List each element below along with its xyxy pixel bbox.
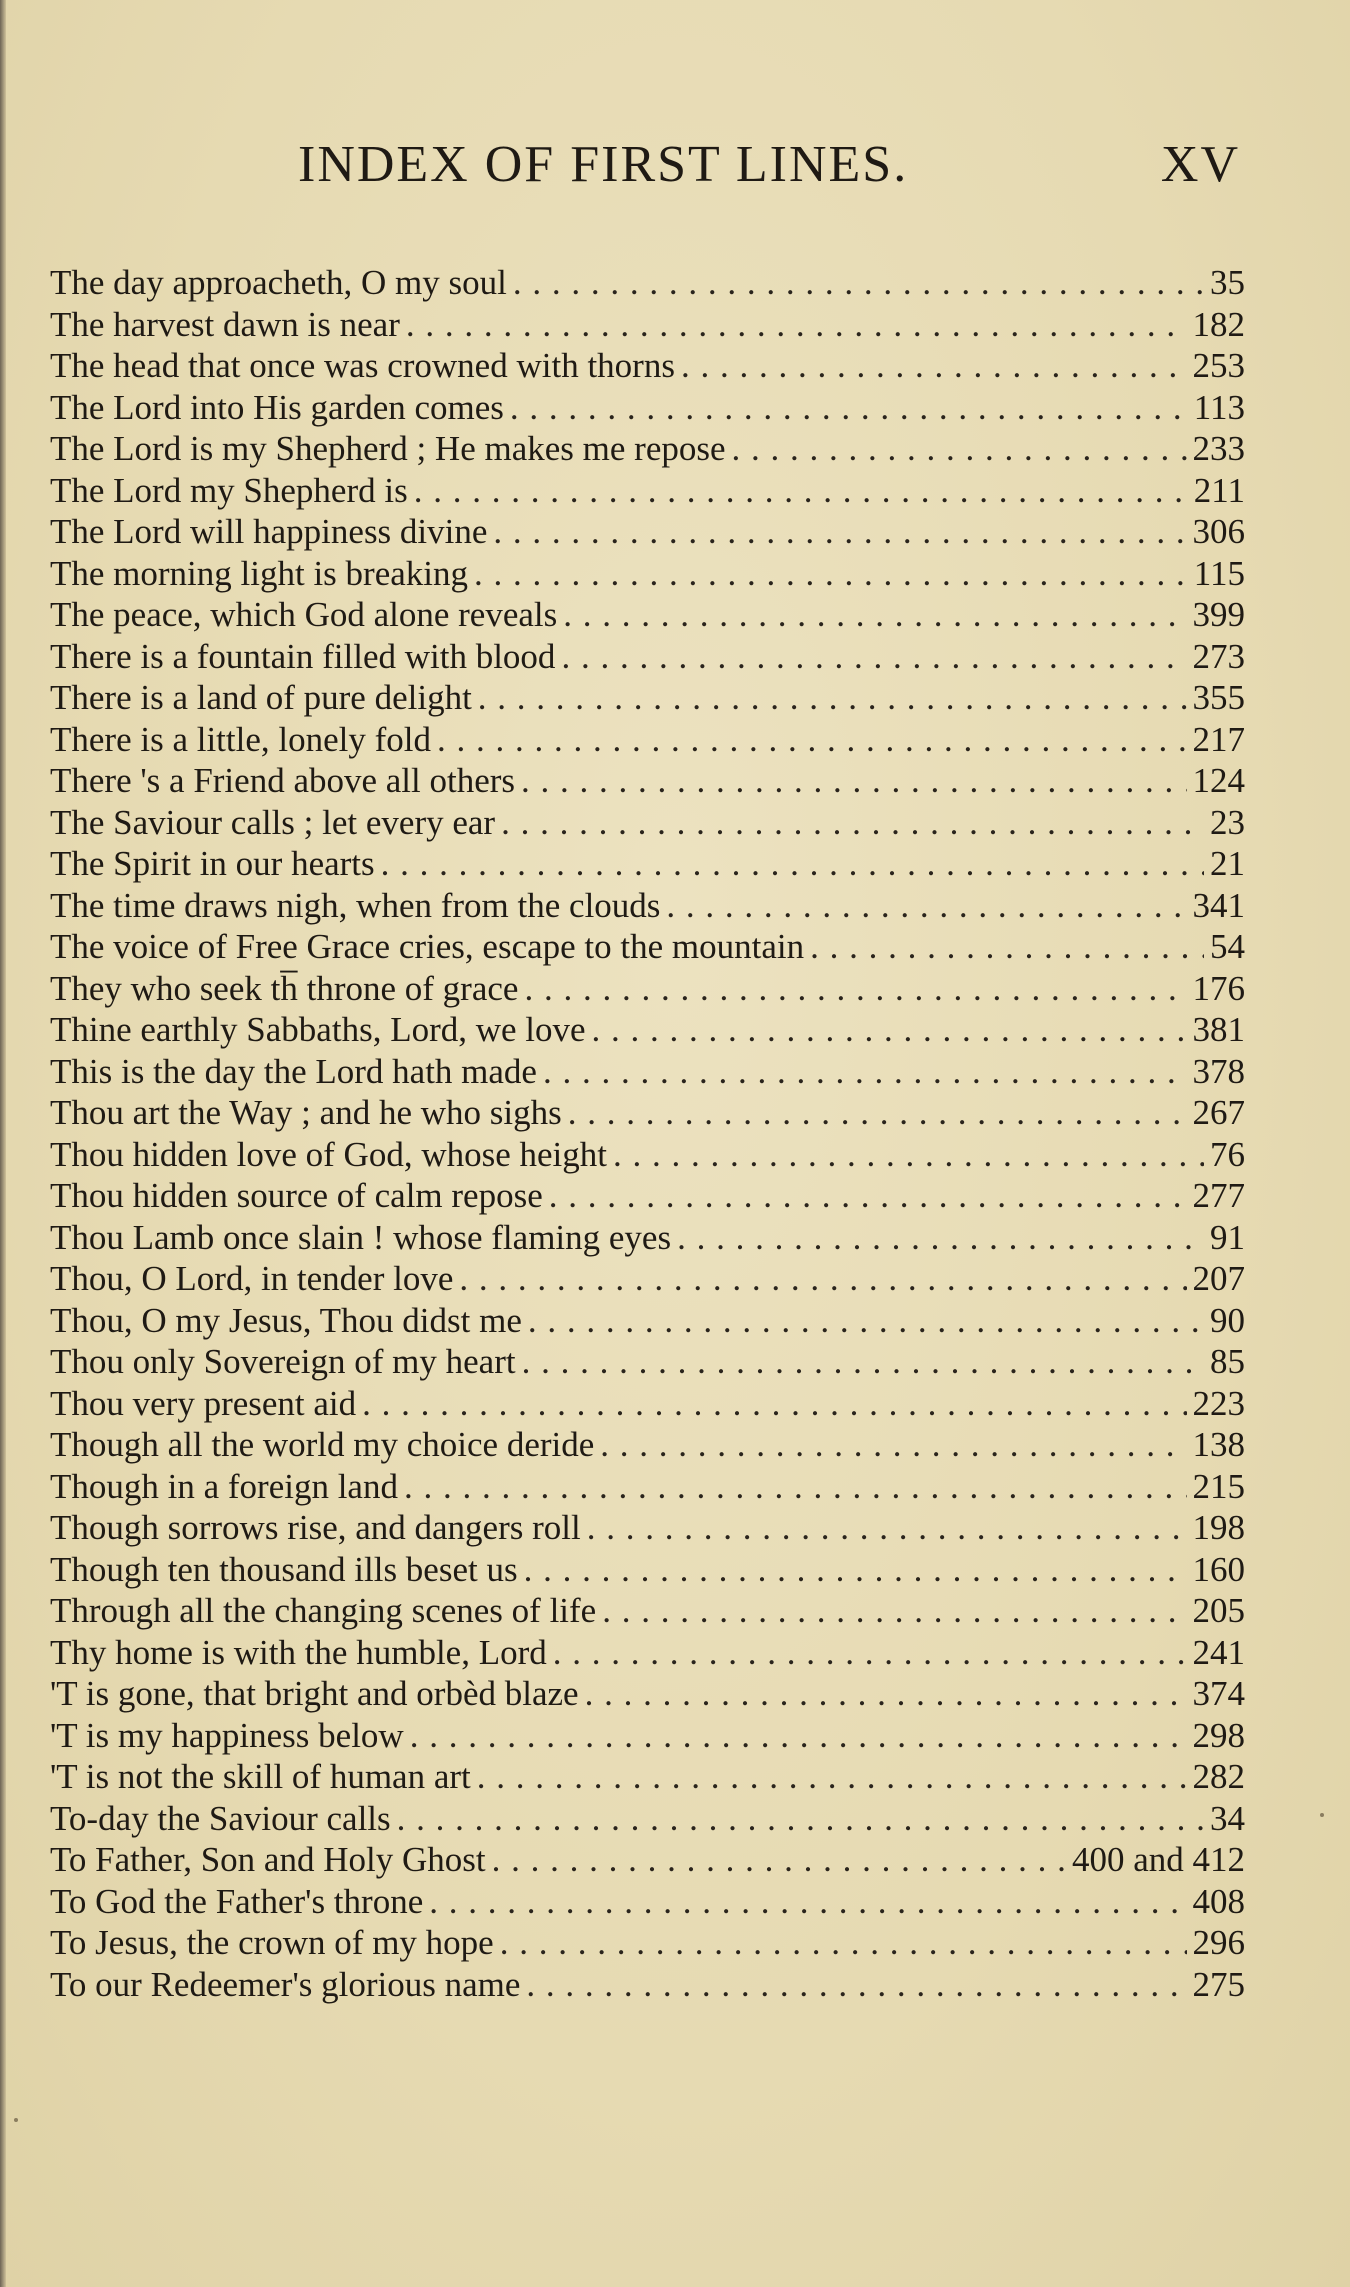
first-line-text: To Jesus, the crown of my hope — [50, 1923, 494, 1962]
dot-leader — [397, 1798, 1204, 1840]
index-entry — [50, 1424, 1245, 1466]
dot-leader — [732, 428, 1187, 470]
hymn-number: 217 — [1192, 719, 1245, 759]
hymn-number: 241 — [1192, 1632, 1245, 1672]
dot-leader — [437, 719, 1186, 761]
first-line-text: Thy home is with the humble, Lord — [50, 1632, 547, 1672]
index-entry — [50, 262, 1245, 304]
index-entry — [50, 1217, 1245, 1259]
hymn-number: 275 — [1192, 1964, 1245, 2004]
index-entry — [50, 1632, 1245, 1674]
dot-leader — [493, 511, 1186, 553]
dot-leader — [522, 1341, 1204, 1383]
dot-leader — [414, 470, 1188, 512]
index-entry — [50, 719, 1245, 761]
hymn-number: 223 — [1192, 1383, 1245, 1423]
hymn-number: 34 — [1210, 1798, 1245, 1838]
first-line-text: There is a fountain filled with blood — [50, 636, 556, 676]
hymn-number: 400 and 412 — [1071, 1840, 1245, 1879]
index-entry — [50, 1964, 1245, 2006]
index-entry — [50, 968, 1245, 1010]
first-line-text: Thine earthly Sabbaths, Lord, we love — [50, 1010, 586, 1049]
hymn-number: 21 — [1210, 844, 1245, 883]
first-line-text: This is the day the Lord hath made — [50, 1051, 537, 1091]
first-line-text: The head that once was crowned with thorns — [50, 346, 675, 385]
dot-leader — [600, 1424, 1186, 1466]
index-entry — [50, 1922, 1245, 1964]
hymn-number: 374 — [1192, 1674, 1245, 1713]
hymn-number: 138 — [1192, 1425, 1245, 1464]
hymn-number: 277 — [1192, 1176, 1245, 1215]
first-line-text: To God the Father's throne — [50, 1881, 424, 1921]
dot-leader — [381, 843, 1204, 885]
dot-leader — [492, 1839, 1066, 1881]
dot-leader — [524, 1549, 1187, 1591]
first-line-text: 'T is my happiness below — [50, 1715, 404, 1755]
first-line-text: Thou, O my Jesus, Thou didst me — [50, 1300, 522, 1340]
first-line-text: The Lord my Shepherd is — [50, 470, 408, 510]
hymn-number: 273 — [1192, 636, 1245, 676]
hymn-number: 355 — [1192, 678, 1245, 717]
page-title: INDEX OF FIRST LINES. — [298, 136, 909, 193]
dot-leader — [429, 1881, 1186, 1923]
index-list — [50, 262, 1245, 2005]
hymn-number: 91 — [1210, 1217, 1245, 1257]
dot-leader — [561, 636, 1186, 678]
index-entry — [50, 1092, 1245, 1134]
index-entry — [50, 636, 1245, 678]
dot-leader — [501, 802, 1204, 844]
page-binding-edge — [0, 0, 6, 2287]
first-line-text: There is a little, lonely fold — [50, 719, 432, 759]
dot-leader — [563, 594, 1186, 636]
hymn-number: 90 — [1210, 1300, 1245, 1340]
index-entry — [50, 1673, 1245, 1715]
first-line-text: The Saviour calls ; let every ear — [50, 802, 496, 842]
hymn-number: 306 — [1192, 512, 1245, 551]
index-entry — [50, 1466, 1245, 1508]
hymn-number: 298 — [1192, 1715, 1245, 1755]
dot-leader — [528, 1300, 1204, 1342]
first-line-text: The voice of Free Grace cries, escape to the mountain — [50, 927, 805, 966]
dot-leader — [568, 1092, 1187, 1134]
index-entry — [50, 594, 1245, 636]
index-entry — [50, 1798, 1245, 1840]
index-entry — [50, 1175, 1245, 1217]
first-line-text: There 's a Friend above all others — [50, 761, 516, 800]
index-entry — [50, 1341, 1245, 1383]
first-line-text: Thou Lamb once slain ! whose flaming eyes — [50, 1217, 672, 1257]
first-line-text: The time draws nigh, when from the clouds — [50, 885, 661, 925]
hymn-number: 408 — [1192, 1881, 1245, 1921]
first-line-text: To our Redeemer's glorious name — [50, 1964, 521, 2004]
index-entry — [50, 1051, 1245, 1093]
hymn-number: 160 — [1192, 1549, 1245, 1589]
first-line-text: Thou very present aid — [50, 1383, 357, 1423]
first-line-text: The day approacheth, O my soul — [50, 263, 507, 302]
dot-leader — [510, 387, 1188, 429]
first-line-text: The peace, which God alone reveals — [50, 595, 558, 634]
index-entry — [50, 1507, 1245, 1549]
dot-leader — [524, 968, 1186, 1010]
dot-leader — [592, 1009, 1187, 1051]
first-line-text: The Lord is my Shepherd ; He makes me repose — [50, 429, 726, 468]
dot-leader — [585, 1673, 1187, 1715]
first-line-text: They who seek th̅ throne of grace — [50, 968, 519, 1008]
index-entry — [50, 1549, 1245, 1591]
index-entry — [50, 885, 1245, 927]
hymn-number: 296 — [1192, 1923, 1245, 1962]
dot-leader — [362, 1383, 1186, 1425]
hymn-number: 23 — [1210, 802, 1245, 842]
index-entry — [50, 1300, 1245, 1342]
dot-leader — [513, 262, 1204, 304]
hymn-number: 54 — [1210, 927, 1245, 966]
hymn-number: 35 — [1210, 263, 1245, 302]
dot-leader — [587, 1507, 1187, 1549]
hymn-number: 115 — [1193, 553, 1245, 593]
dot-leader — [474, 553, 1188, 595]
dot-leader — [500, 1922, 1187, 1964]
hymn-number: 253 — [1192, 346, 1245, 385]
first-line-text: Though in a foreign land — [50, 1466, 398, 1506]
paper-speck — [14, 2118, 18, 2122]
dot-leader — [553, 1632, 1187, 1674]
index-entry — [50, 1258, 1245, 1300]
first-line-text: Though all the world my choice deride — [50, 1425, 595, 1464]
index-entry — [50, 1383, 1245, 1425]
dot-leader — [681, 345, 1187, 387]
dot-leader — [810, 926, 1204, 968]
first-line-text: Though sorrows rise, and dangers roll — [50, 1508, 581, 1547]
dot-leader — [602, 1590, 1186, 1632]
index-entry — [50, 387, 1245, 429]
hymn-number: 198 — [1192, 1508, 1245, 1547]
first-line-text: Thou only Sovereign of my heart — [50, 1342, 516, 1381]
index-entry — [50, 345, 1245, 387]
hymn-number: 176 — [1192, 968, 1245, 1008]
first-line-text: Through all the changing scenes of life — [50, 1591, 597, 1630]
hymn-number: 267 — [1192, 1093, 1245, 1132]
dot-leader — [410, 1715, 1187, 1757]
dot-leader — [613, 1134, 1204, 1176]
index-entry — [50, 1134, 1245, 1176]
index-entry — [50, 1715, 1245, 1757]
hymn-number: 378 — [1192, 1051, 1245, 1091]
dot-leader — [677, 1217, 1204, 1259]
hymn-number: 215 — [1192, 1466, 1245, 1506]
first-line-text: The morning light is breaking — [50, 553, 468, 593]
index-entry — [50, 760, 1245, 802]
index-entry — [50, 1009, 1245, 1051]
index-entry — [50, 926, 1245, 968]
hymn-number: 282 — [1192, 1757, 1245, 1796]
hymn-number: 207 — [1192, 1259, 1245, 1298]
dot-leader — [406, 304, 1187, 346]
dot-leader — [543, 1051, 1187, 1093]
index-entry — [50, 1881, 1245, 1923]
first-line-text: Thou hidden love of God, whose height — [50, 1134, 607, 1174]
hymn-number: 381 — [1192, 1010, 1245, 1049]
dot-leader — [666, 885, 1186, 927]
index-entry — [50, 428, 1245, 470]
hymn-number: 182 — [1192, 304, 1245, 344]
index-entry — [50, 1839, 1245, 1881]
first-line-text: To-day the Saviour calls — [50, 1798, 391, 1838]
first-line-text: The Lord into His garden comes — [50, 387, 504, 427]
hymn-number: 211 — [1193, 470, 1245, 510]
first-line-text: 'T is gone, that bright and orbèd blaze — [50, 1674, 579, 1713]
index-entry — [50, 1590, 1245, 1632]
dot-leader — [549, 1175, 1187, 1217]
first-line-text: There is a land of pure delight — [50, 678, 472, 717]
hymn-number: 113 — [1193, 387, 1245, 427]
index-entry — [50, 470, 1245, 512]
index-entry — [50, 843, 1245, 885]
index-entry — [50, 802, 1245, 844]
first-line-text: Thou, O Lord, in tender love — [50, 1259, 454, 1298]
index-entry — [50, 511, 1245, 553]
first-line-text: Thou art the Way ; and he who sighs — [50, 1093, 562, 1132]
dot-leader — [404, 1466, 1187, 1508]
first-line-text: 'T is not the skill of human art — [50, 1757, 471, 1796]
index-entry — [50, 1756, 1245, 1798]
page-number: XV — [1160, 136, 1240, 193]
first-line-text: The harvest dawn is near — [50, 304, 400, 344]
page-header — [0, 135, 1350, 195]
first-line-text: The Lord will happiness divine — [50, 512, 488, 551]
hymn-number: 341 — [1192, 885, 1245, 925]
hymn-number: 85 — [1210, 1342, 1245, 1381]
first-line-text: Thou hidden source of calm repose — [50, 1176, 543, 1215]
first-line-text: The Spirit in our hearts — [50, 844, 375, 883]
first-line-text: To Father, Son and Holy Ghost — [50, 1840, 486, 1879]
index-entry — [50, 304, 1245, 346]
dot-leader — [521, 760, 1186, 802]
hymn-number: 124 — [1192, 761, 1245, 800]
dot-leader — [477, 1756, 1187, 1798]
dot-leader — [478, 677, 1187, 719]
dot-leader — [526, 1964, 1186, 2006]
hymn-number: 399 — [1192, 595, 1245, 634]
paper-speck — [1320, 1813, 1324, 1817]
hymn-number: 233 — [1192, 429, 1245, 468]
dot-leader — [459, 1258, 1186, 1300]
hymn-number: 205 — [1192, 1591, 1245, 1630]
hymn-number: 76 — [1210, 1134, 1245, 1174]
index-entry — [50, 553, 1245, 595]
first-line-text: Though ten thousand ills beset us — [50, 1549, 518, 1589]
index-entry — [50, 677, 1245, 719]
